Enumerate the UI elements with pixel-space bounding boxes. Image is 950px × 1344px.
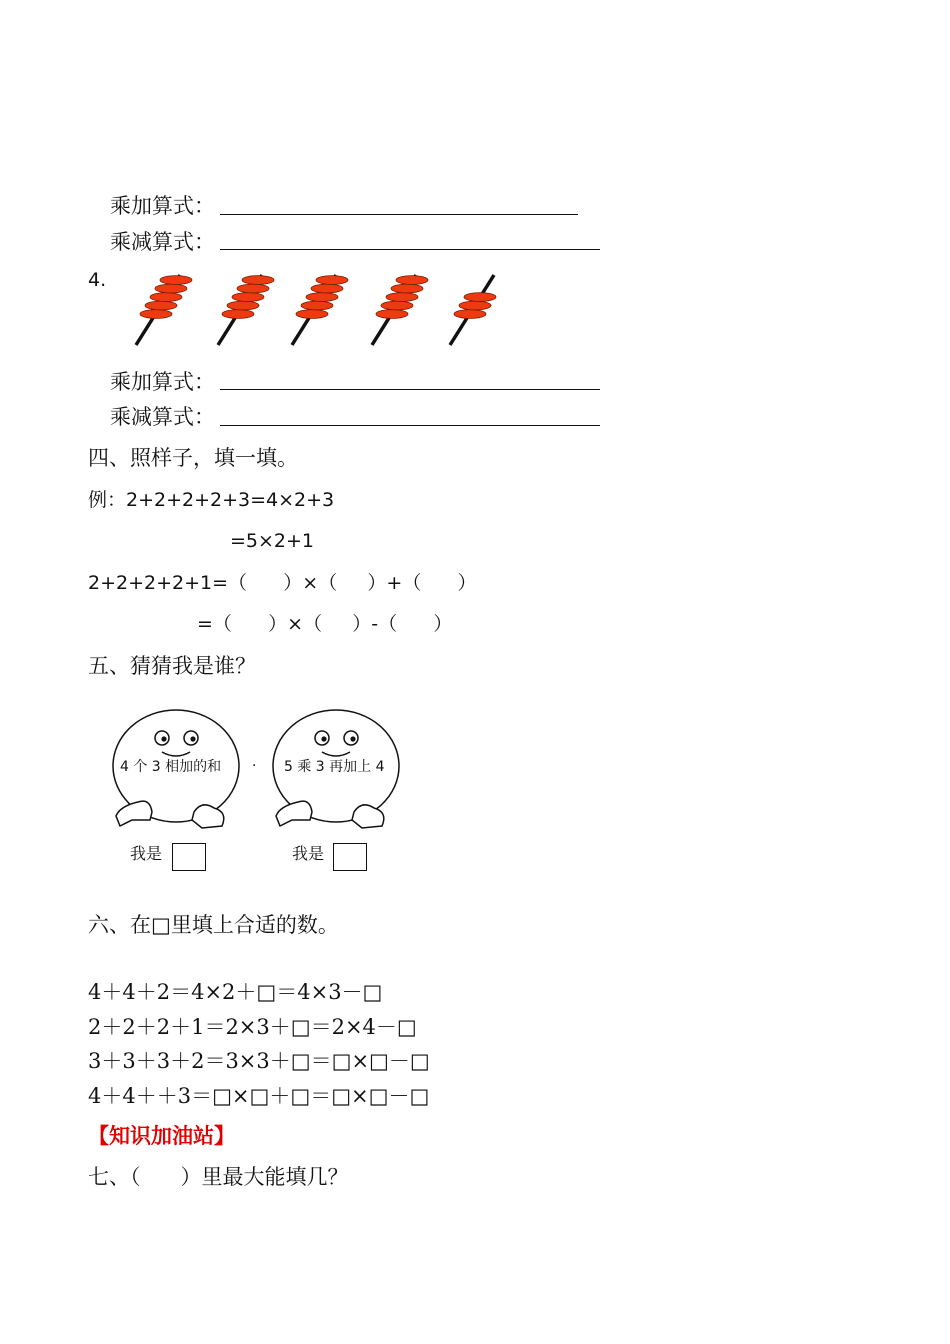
fill-row-2: 2＋2＋2＋1＝2×3＋□＝2×4－□ — [88, 1015, 417, 1039]
section6-title: 六、在□里填上合适的数。 — [88, 913, 339, 937]
character-1-text: 4 个 3 相加的和 — [120, 759, 222, 775]
q3-sub-answer-line[interactable] — [220, 249, 600, 250]
skewer-ball — [306, 293, 338, 302]
answer-box-1[interactable] — [172, 843, 206, 871]
skewer-ball — [150, 293, 182, 302]
q3-add-answer-line[interactable] — [220, 214, 578, 215]
skewer-1 — [136, 275, 192, 345]
skewer-ball — [155, 284, 187, 293]
section5-title: 五、猜猜我是谁？ — [88, 654, 256, 678]
skewer-4 — [372, 275, 428, 345]
example-line-2: =5×2+1 — [230, 530, 315, 552]
q4-add-answer-line[interactable] — [220, 389, 600, 390]
q4-add-label: 乘加算式： — [110, 370, 215, 394]
skewer-ball — [381, 301, 413, 310]
skewer-ball — [296, 310, 328, 319]
knowledge-station-heading: 【知识加油站】 — [88, 1123, 235, 1148]
character-2-text: 5 乘 3 再加上 4 — [284, 759, 385, 775]
q4-number: 4. — [88, 269, 107, 291]
skewer-ball — [454, 310, 486, 319]
skewer-2 — [218, 275, 274, 345]
skewer-ball — [459, 301, 491, 310]
fill-row-4: 4＋4＋＋3＝□×□＋□＝□×□－□ — [88, 1084, 430, 1108]
example-line-1: 例：2+2+2+2+3=4×2+3 — [88, 489, 335, 511]
section7-title: 七、（ ）里最大能填几？ — [88, 1165, 349, 1189]
answer-box-2[interactable] — [333, 843, 367, 871]
q3-sub-label: 乘减算式： — [110, 230, 215, 254]
answer-label-2: 我是 — [292, 844, 325, 863]
skewer-ball — [160, 276, 192, 285]
section4-title: 四、照样子，填一填。 — [88, 446, 298, 470]
fill-row-1: 4＋4＋2＝4×2＋□＝4×3－□ — [88, 980, 383, 1004]
q3-add-label: 乘加算式： — [110, 194, 215, 218]
skewer-ball — [376, 310, 408, 319]
skewer-ball — [227, 301, 259, 310]
skewer-3 — [292, 275, 348, 345]
skewer-ball — [232, 293, 264, 302]
q4-sub-answer-line[interactable] — [220, 425, 600, 426]
skewer-illustration — [120, 265, 520, 355]
answer-label-1: 我是 — [130, 844, 163, 863]
skewer-ball — [222, 310, 254, 319]
skewer-ball — [396, 276, 428, 285]
skewer-ball — [311, 284, 343, 293]
separator-dot: · — [252, 758, 257, 774]
skewer-ball — [140, 310, 172, 319]
fill-row-3: 3＋3＋3＋2＝3×3＋□＝□×□－□ — [88, 1049, 430, 1073]
skewer-ball — [386, 293, 418, 302]
skewer-5 — [450, 275, 496, 345]
skewer-ball — [145, 301, 177, 310]
skewer-ball — [242, 276, 274, 285]
exercise-line-2: =（ ）×（ ）-（ ） — [197, 613, 453, 635]
q4-sub-label: 乘减算式： — [110, 405, 215, 429]
skewer-ball — [391, 284, 423, 293]
exercise-line-1: 2+2+2+2+1=（ ）×（ ）+（ ） — [88, 572, 477, 594]
skewer-ball — [464, 293, 496, 302]
skewer-ball — [237, 284, 269, 293]
skewer-ball — [316, 276, 348, 285]
skewer-ball — [301, 301, 333, 310]
